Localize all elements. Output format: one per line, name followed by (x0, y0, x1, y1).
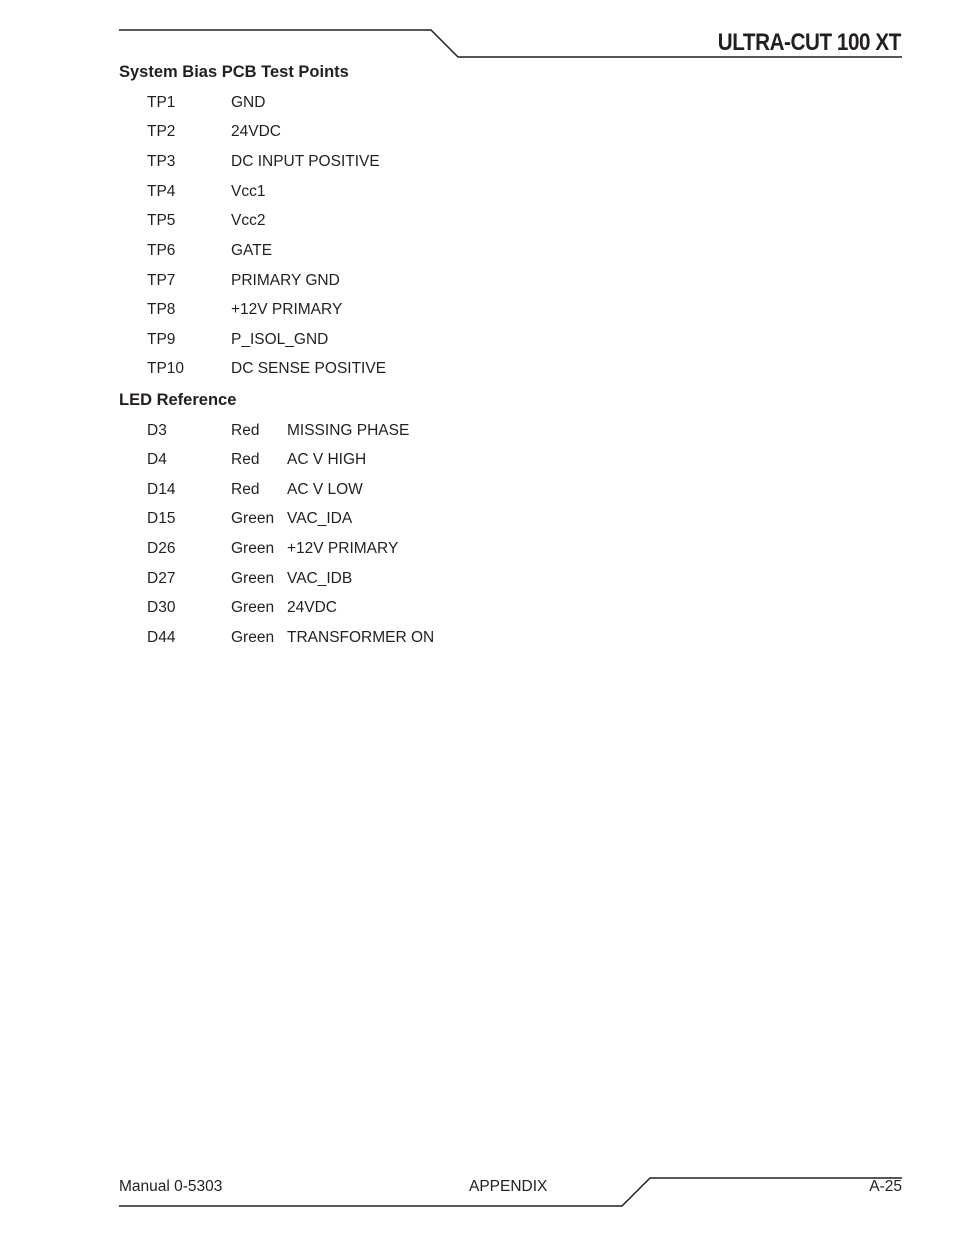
led-desc: AC V HIGH (287, 451, 367, 468)
test-point-id: TP8 (147, 301, 176, 318)
page-number: A-25 (869, 1178, 902, 1195)
manual-number: Manual 0-5303 (119, 1178, 223, 1195)
test-point-id: TP1 (147, 94, 176, 111)
led-id: D4 (147, 451, 167, 468)
test-point-desc: PRIMARY GND (231, 272, 340, 289)
led-desc: +12V PRIMARY (287, 540, 399, 557)
led-color: Red (231, 451, 260, 468)
led-id: D30 (147, 599, 176, 616)
led-color: Green (231, 510, 275, 527)
test-point-desc: Vcc2 (231, 212, 266, 229)
led-id: D26 (147, 540, 176, 557)
led-color: Red (231, 422, 260, 439)
test-point-id: TP7 (147, 272, 176, 289)
led-desc: 24VDC (287, 599, 337, 616)
led-reference-heading: LED Reference (119, 391, 237, 409)
test-point-id: TP9 (147, 331, 176, 348)
led-id: D15 (147, 510, 176, 527)
test-point-desc: 24VDC (231, 123, 281, 140)
led-color: Red (231, 481, 260, 498)
led-color: Green (231, 599, 275, 616)
test-point-desc: DC INPUT POSITIVE (231, 153, 380, 170)
test-point-desc: +12V PRIMARY (231, 301, 343, 318)
test-point-desc: Vcc1 (231, 183, 266, 200)
led-color: Green (231, 629, 275, 646)
test-point-id: TP6 (147, 242, 176, 259)
test-point-id: TP10 (147, 360, 185, 377)
led-color: Green (231, 570, 275, 587)
led-id: D14 (147, 481, 176, 498)
test-point-desc: P_ISOL_GND (231, 331, 329, 348)
led-color: Green (231, 540, 275, 557)
test-point-id: TP2 (147, 123, 176, 140)
test-points-heading: System Bias PCB Test Points (119, 63, 349, 81)
section-name: APPENDIX (469, 1178, 548, 1195)
led-id: D3 (147, 422, 167, 439)
product-title: ULTRA-CUT 100 XT (717, 29, 901, 56)
led-desc: VAC_IDA (287, 510, 353, 527)
test-point-id: TP5 (147, 212, 176, 229)
led-desc: TRANSFORMER ON (287, 629, 435, 646)
test-point-id: TP4 (147, 183, 176, 200)
test-point-desc: GND (231, 94, 266, 111)
led-id: D44 (147, 629, 176, 646)
test-point-id: TP3 (147, 153, 176, 170)
led-desc: AC V LOW (287, 481, 363, 498)
led-desc: MISSING PHASE (287, 422, 410, 439)
test-point-desc: DC SENSE POSITIVE (231, 360, 387, 377)
test-point-desc: GATE (231, 242, 273, 259)
led-desc: VAC_IDB (287, 570, 353, 587)
led-id: D27 (147, 570, 176, 587)
